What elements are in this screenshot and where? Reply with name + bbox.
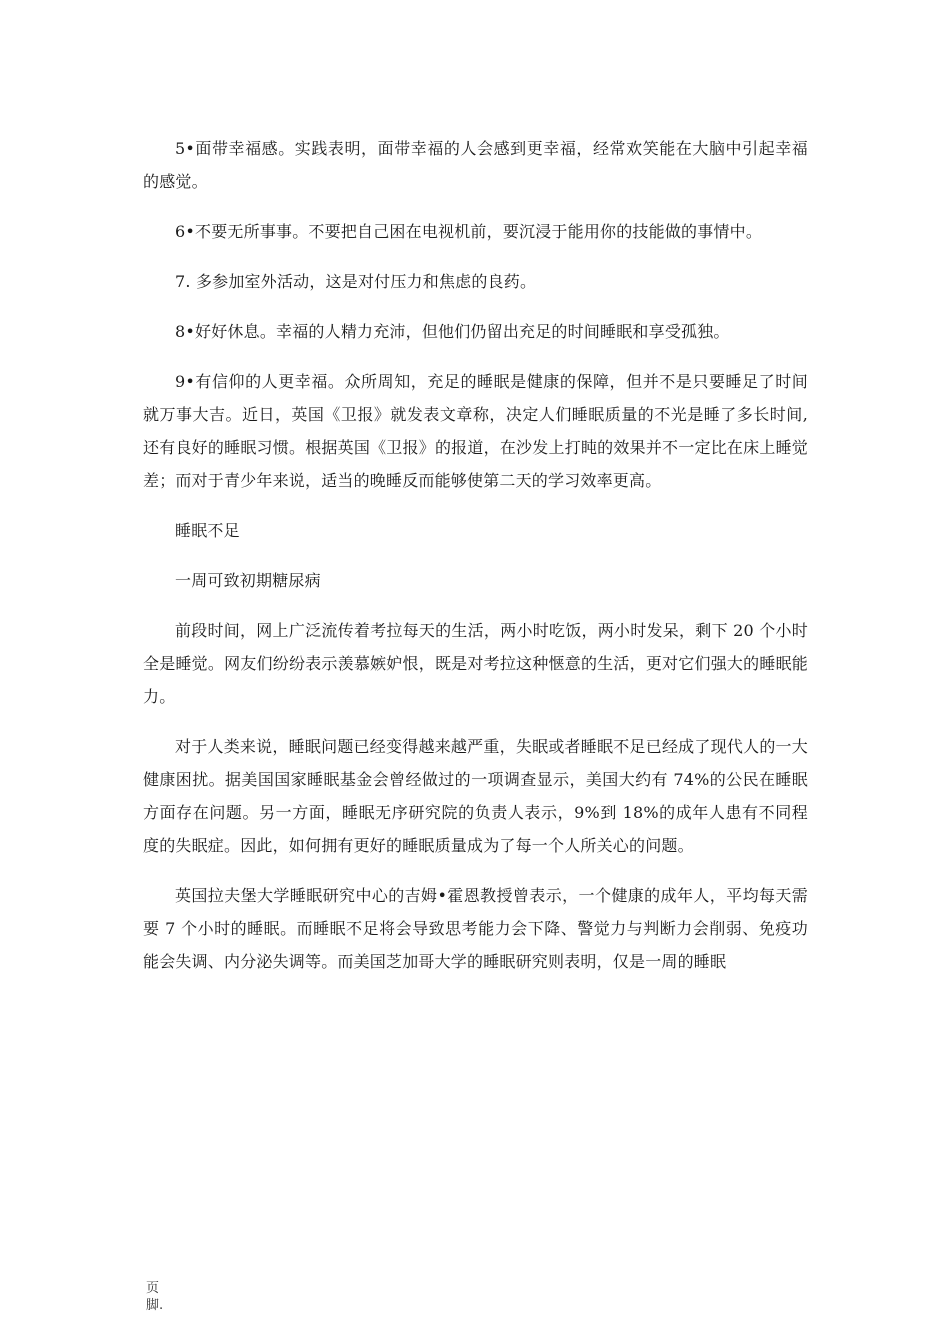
paragraph-tip-7: 7. 多参加室外活动，这是对付压力和焦虑的良药。 [175, 272, 537, 291]
section-heading: 睡眠不足 [175, 521, 240, 540]
footer-line-1: 页 [146, 1281, 160, 1296]
footer-line-2: 脚. [146, 1298, 164, 1313]
document-body [143, 132, 808, 978]
paragraph-tip-9: 9•有信仰的人更幸福。众所周知，充足的睡眠是健康的保障，但并不是只要睡足了时间就万事大吉。近日，英国《卫报》就发表文章称，决定人们睡眠质量的不光是睡了多长时间,还有良好的睡眠习惯。根据英国《卫报》的报道，在沙发上打盹的效果并不一定比在床上睡觉差；而对于青少年来说，适当的晚睡反而能够使第二天的学习效率更高。 [143, 372, 808, 490]
paragraph-tip-5: 5•面带幸福感。实践表明，面带幸福的人会感到更幸福，经常欢笑能在大脑中引起幸福的感觉。 [143, 139, 808, 191]
paragraph-koala: 前段时间，网上广泛流传着考拉每天的生活，两小时吃饭，两小时发呆，剩下 20 个小时全是睡觉。网友们纷纷表示羡慕嫉妒恨，既是对考拉这种惬意的生活，更对它们强大的睡眠能力。 [143, 621, 808, 706]
section-subheading: 一周可致初期糖尿病 [175, 571, 321, 590]
page-footer [146, 1280, 163, 1314]
paragraph-sleep-problems: 对于人类来说，睡眠问题已经变得越来越严重，失眠或者睡眠不足已经成了现代人的一大健康困扰。据美国国家睡眠基金会曾经做过的一项调查显示，美国大约有 74%的公民在睡眠方面存在问题。另一方面，睡眠无序研究院的负责人表示，9%到 18%的成年人患有不同程度的失眠症。因此，如何拥有更好的睡眠质量成为了每一个人所关心的问题。 [143, 737, 808, 855]
paragraph-expert-opinion: 英国拉夫堡大学睡眠研究中心的吉姆•霍恩教授曾表示，一个健康的成年人，平均每天需要 7 个小时的睡眠。而睡眠不足将会导致思考能力会下降、警觉力与判断力会削弱、免疫功能会失调、内分泌失调等。而美国芝加哥大学的睡眠研究则表明，仅是一周的睡眠 [143, 886, 808, 971]
paragraph-tip-6: 6•不要无所事事。不要把自己困在电视机前，要沉浸于能用你的技能做的事情中。 [175, 222, 763, 241]
paragraph-tip-8: 8•好好休息。幸福的人精力充沛，但他们仍留出充足的时间睡眠和享受孤独。 [175, 322, 730, 341]
